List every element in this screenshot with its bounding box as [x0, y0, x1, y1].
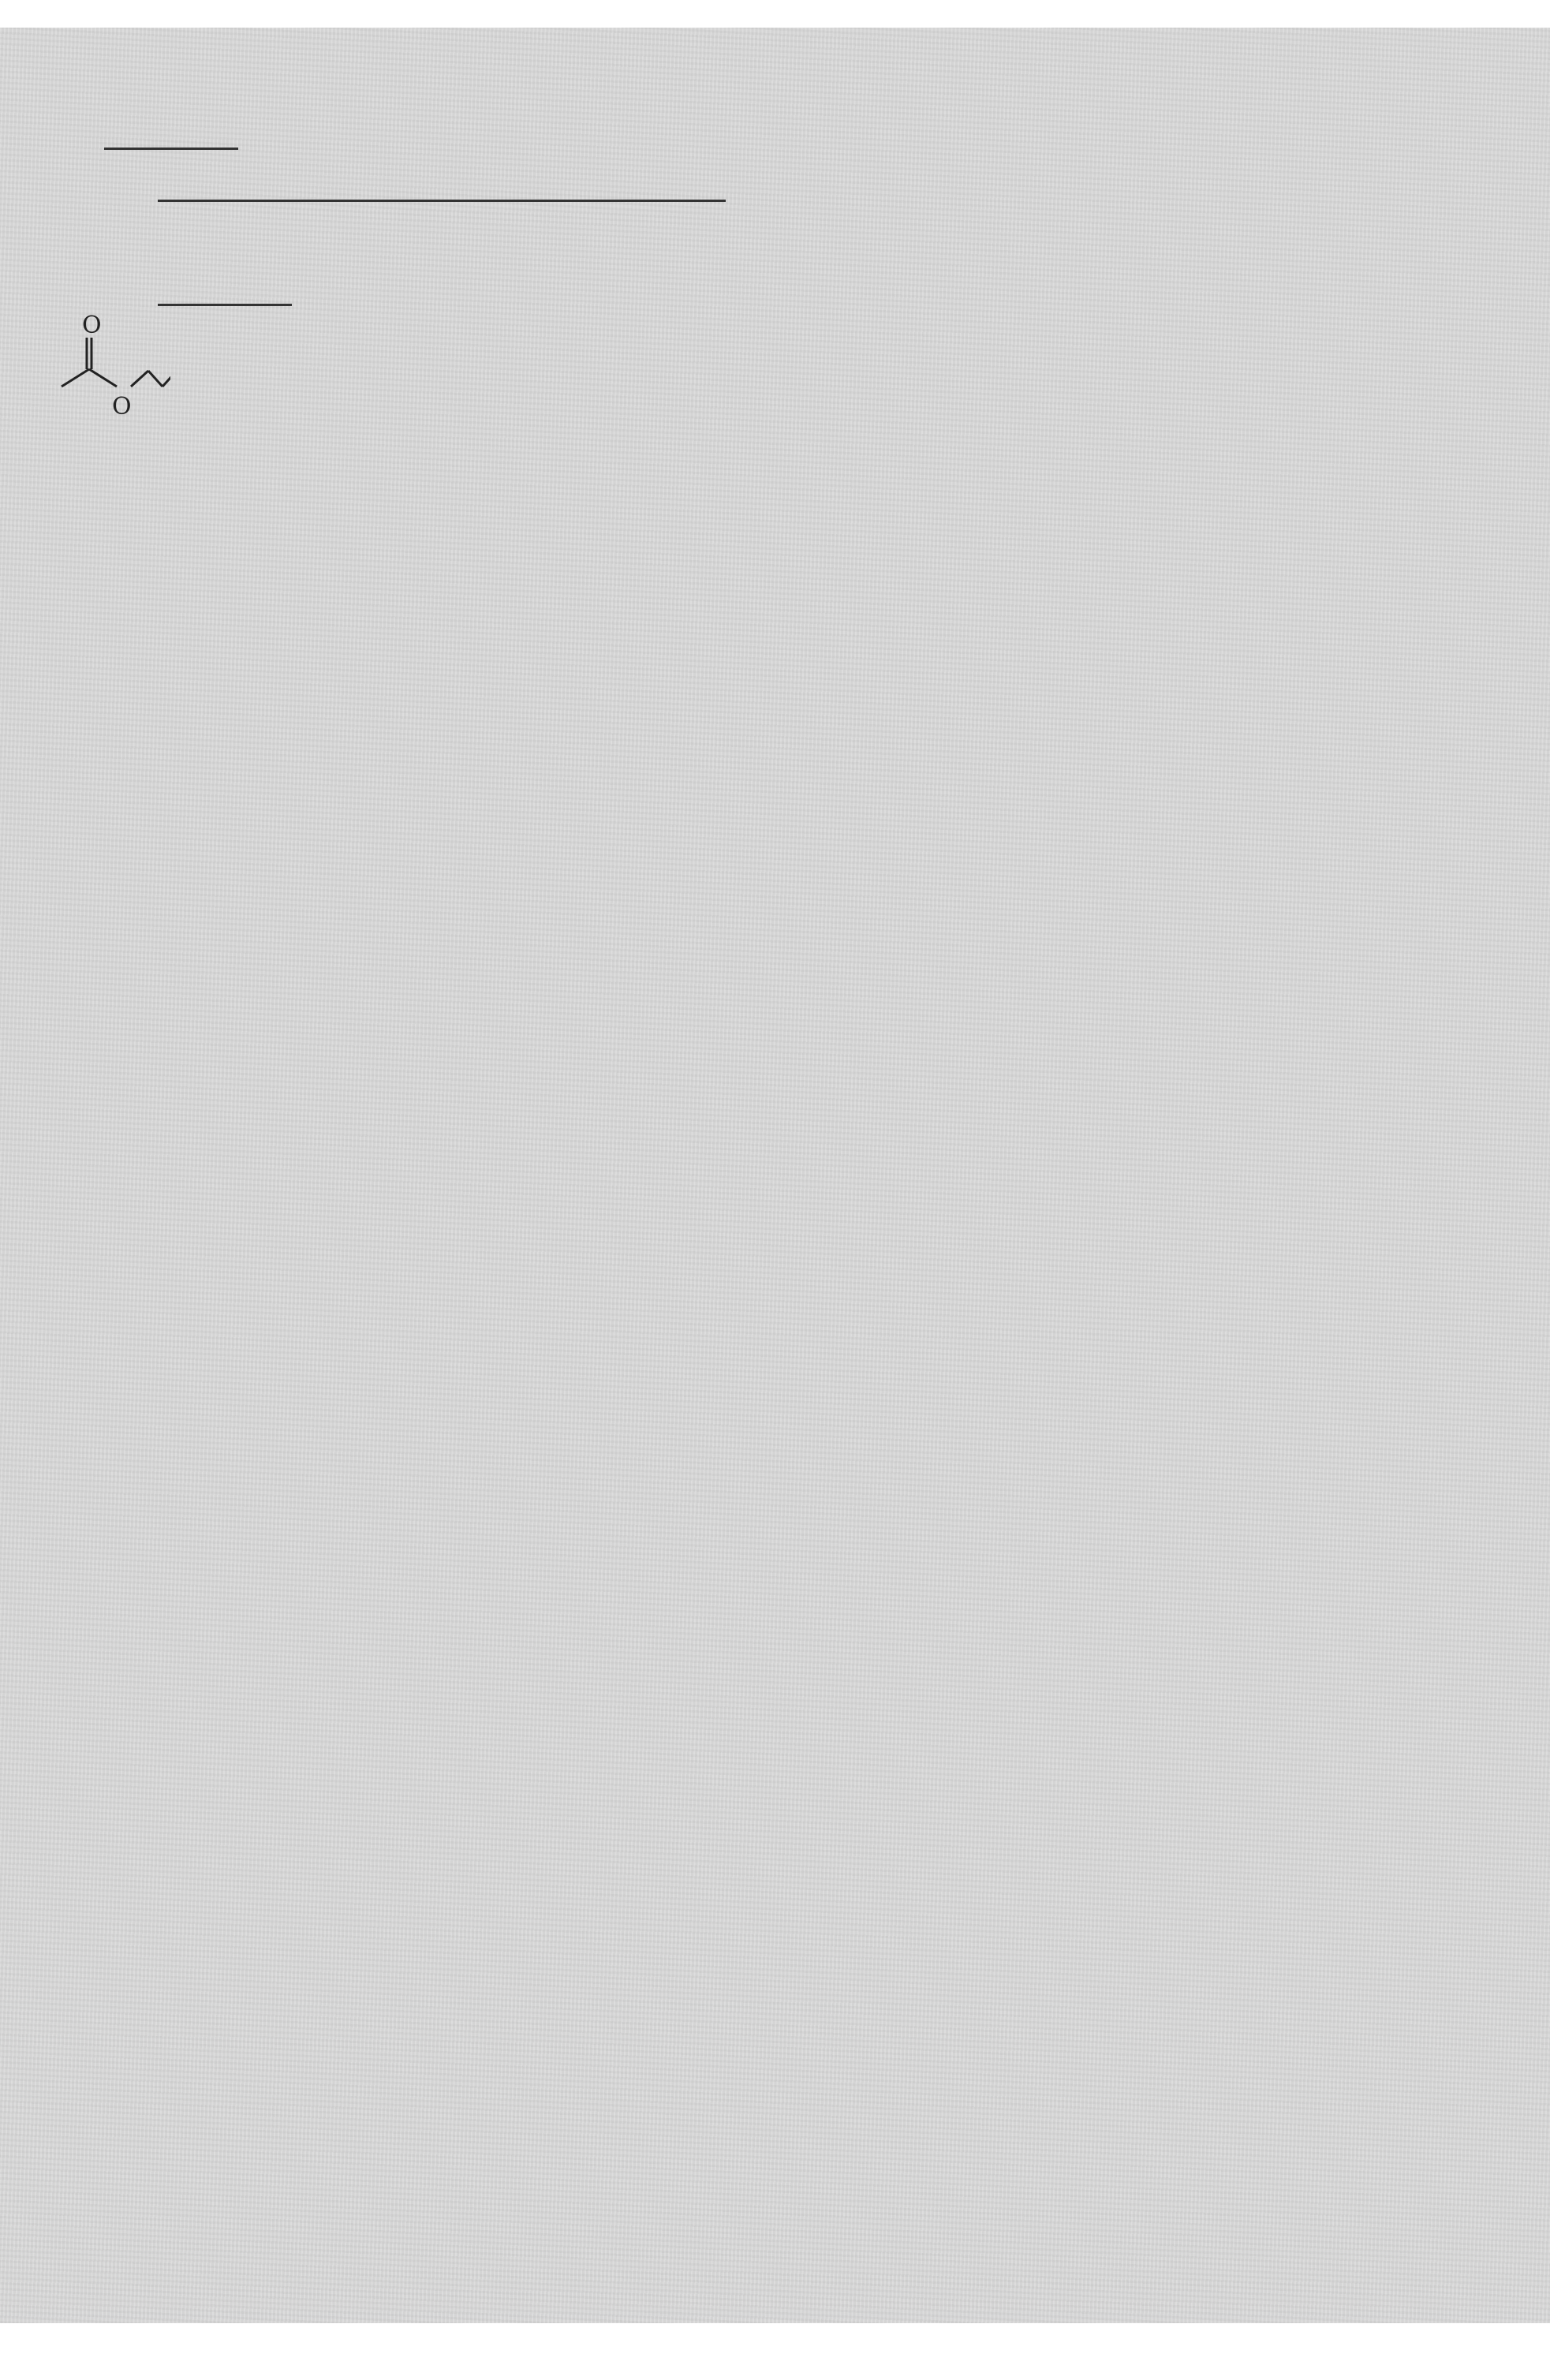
svg-text:O: O: [112, 392, 133, 420]
q15-part4-line2: [158, 161, 726, 202]
answer-blank-ionic-equation[interactable]: [158, 168, 726, 202]
q15-part5-line2: [158, 265, 292, 306]
exam-page: [0, 28, 1550, 2323]
answer-blank-hco3-conc[interactable]: [158, 272, 292, 306]
q15-part4-line1: [104, 109, 238, 150]
q16-header-line1: [52, 311, 170, 420]
svg-text:O: O: [82, 311, 103, 339]
answer-blank-acidity[interactable]: [104, 116, 238, 150]
allyl-acetate-structure-icon: [52, 311, 170, 420]
